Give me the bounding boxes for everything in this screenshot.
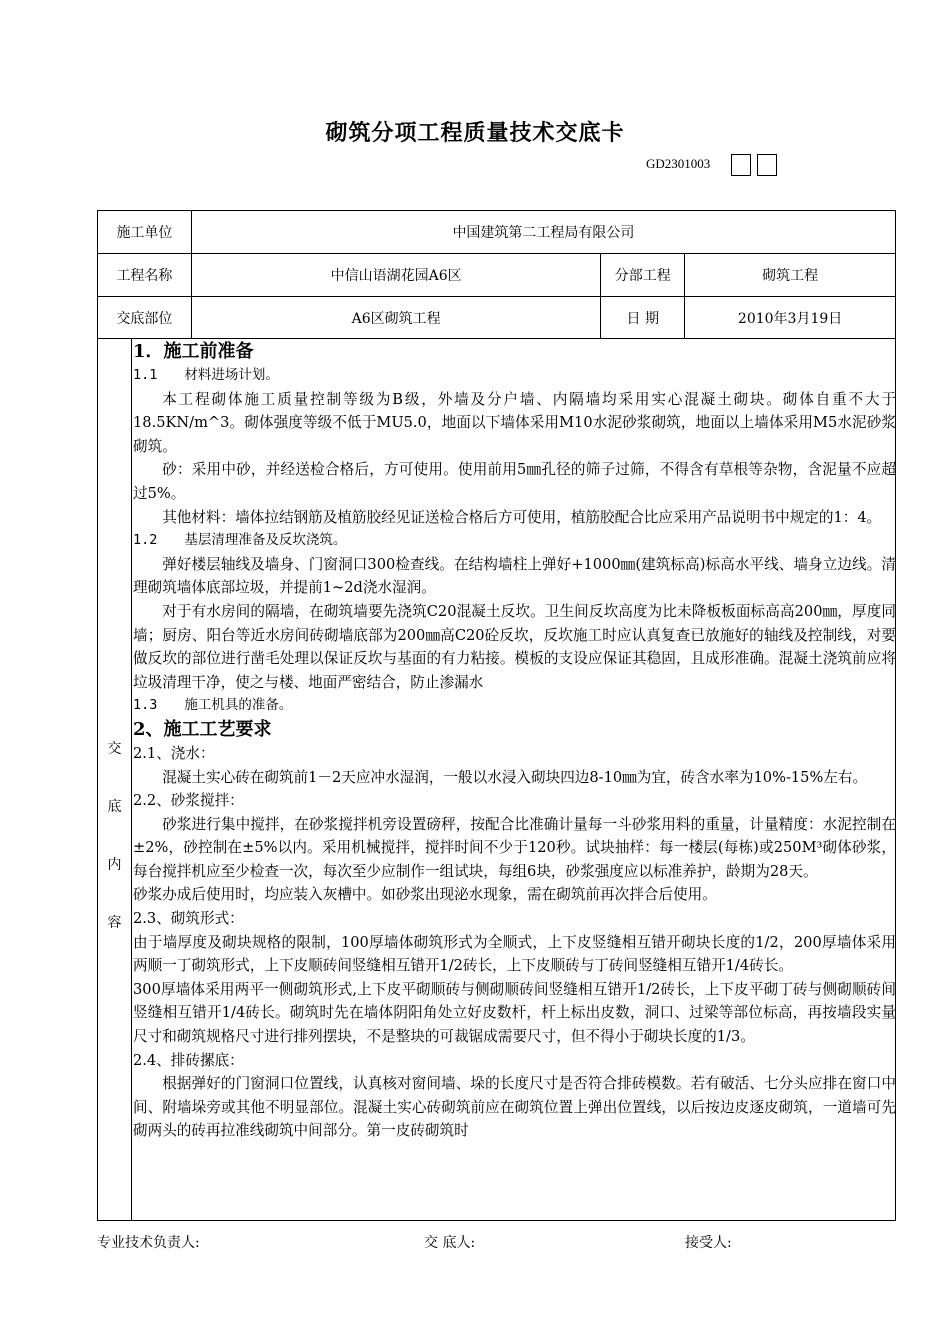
code-box-1[interactable] <box>731 154 751 176</box>
date-label: 日 期 <box>601 297 685 339</box>
subproject-value: 砌筑工程 <box>685 254 896 297</box>
subsection-heading: 2.1、浇水： <box>133 744 215 762</box>
receiver-signature-label: 接受人: <box>685 1235 732 1251</box>
code-box-2[interactable] <box>757 154 777 176</box>
giver-signature-label: 交 底人: <box>424 1235 476 1251</box>
paragraph: 砂浆办成后使用时，均应装入灰槽中。如砂浆出现泌水现象，需在砌筑前再次拌合后使用。 <box>133 886 717 904</box>
side-label-column <box>98 338 132 1220</box>
paragraph: 300厚墙体采用两平一侧砌筑形式,上下皮平砌顺砖与侧砌顺砖间竖缝相互错开1/2砖长，上下皮平砌丁砖与侧砌顺砖间竖缝相互错开1/4砖长。砌筑时先在墙体阴阳角处立好皮数杆，杆上标出皮数，洞口、过梁等部位标高，再按墙段实量尺寸和砌筑规格尺寸进行排列摆块，不是整块的可裁锯成需要尺寸，但不得小于砌块长度的1/3。 <box>133 980 896 1046</box>
header-table <box>97 210 896 339</box>
subsection-heading: 1.3 施工机具的准备。 <box>133 697 293 714</box>
document-title: 砌筑分项工程质量技术交底卡 <box>325 120 625 146</box>
paragraph: 弹好楼层轴线及墙身、门窗洞口300检查线。在结构墙柱上弹好+1000㎜(建筑标高)标高水平线、墙身立边线。清理砌筑墙体底部垃圾，并提前1~2d浇水湿润。 <box>133 555 896 597</box>
section-heading: 2、施工工艺要求 <box>133 718 272 740</box>
subsection-heading: 1.2 基层清理准备及反坎浇筑。 <box>133 532 347 549</box>
paragraph: 混凝土实心砖在砌筑前1－2天应冲水湿润，一般以水浸入砌块四边8-10㎜为宜，砖含水率为10%-15%左右。 <box>162 768 868 786</box>
paragraph: 对于有水房间的隔墙，在砌筑墙要先浇筑C20混凝土反坎。卫生间反坎高度为比未降板板面标高高200㎜，厚度同墙；厨房、阳台等近水房间砖砌墙底部为200㎜高C20砼反坎，反坎施工时应认真复查已放施好的轴线及控制线，对要做反坎的部位进行凿毛处理以保证反坎与基面的有力粘接。模板的支设应保证其稳固，且成形准确。混凝土浇筑前应将垃圾清理干净，使之与楼、地面严密结合，防止渗漏水 <box>133 602 896 691</box>
unit-value: 中国建筑第二工程局有限公司 <box>191 211 895 254</box>
side-label-char: 底 <box>107 799 122 815</box>
paragraph: 砂：采用中砂，并经送检合格后，方可使用。使用前用5㎜孔径的筛子过筛，不得含有草根等杂物，含泥量不应超过5%。 <box>133 461 896 502</box>
paragraph: 砂浆进行集中搅拌，在砂浆搅拌机旁设置磅秤，按配合比准确计量每一斗砂浆用料的重量，计量精度：水泥控制在±2%，砂控制在±5%以内。采用机械搅拌，搅拌时间不少于120秒。试块抽样：每一楼层(每栋)或250M³砌体砂浆，每台搅拌机应至少检查一次，每次至少应制作一组试块，每组6块，砂浆强度应以标准养护，龄期为28天。 <box>133 815 896 880</box>
part-value: A6区砌筑工程 <box>191 297 600 339</box>
project-value: 中信山语湖花园A6区 <box>191 254 600 297</box>
side-label-char: 内 <box>107 857 122 873</box>
subsection-heading: 2.2、砂浆搅拌： <box>133 792 244 810</box>
part-label: 交底部位 <box>98 297 192 339</box>
unit-label: 施工单位 <box>98 211 192 254</box>
side-label-char: 容 <box>107 915 122 931</box>
project-label: 工程名称 <box>98 254 192 297</box>
paragraph: 根据弹好的门窗洞口位置线，认真核对窗间墙、垛的长度尺寸是否符合排砖模数。若有破活、七分头应排在窗口中间、附墙垛旁或其他不明显部位。混凝土实心砖砌筑前应在砌筑位置上弹出位置线，以后按边皮逐皮砌筑，一道墙可先砌两头的砖再拉准线砌筑中间部分。第一皮砖砌筑时 <box>133 1075 896 1140</box>
content-body <box>133 340 896 1218</box>
paragraph: 其他材料：墙体拉结钢筋及植筋胶经见证送检合格后方可使用，植筋胶配合比应采用产品说明书中规定的1：4。 <box>162 508 882 526</box>
document-code: GD2301003 <box>646 156 711 171</box>
section-heading: 1．施工前准备 <box>133 341 254 362</box>
content-section <box>97 338 896 1221</box>
subproject-label: 分部工程 <box>601 254 685 297</box>
subsection-heading: 1.1 材料进场计划。 <box>133 367 279 383</box>
side-label-char: 交 <box>107 741 122 757</box>
date-value: 2010年3月19日 <box>685 297 896 339</box>
paragraph: 本工程砌体施工质量控制等级为B级，外墙及分户墙、内隔墙均采用实心混凝土砌块。砌体自重不大于18.5KN/m^3。砌体强度等级不低于MU5.0，地面以下墙体采用M10水泥砂浆砌筑，地面以上墙体采用M5水泥砂浆砌筑。 <box>133 390 896 455</box>
paragraph: 由于墙厚度及砌块规格的限制，100厚墙体砌筑形式为全顺式，上下皮竖缝相互错开砌块长度的1/2，200厚墙体采用两顺一丁砌筑形式，上下皮顺砖间竖缝相互错开1/2砖长，上下皮顺砖与丁砖间竖缝相互错开1/4砖长。 <box>133 933 896 975</box>
subsection-heading: 2.4、排砖摞底： <box>133 1051 244 1069</box>
tech-lead-signature-label: 专业技术负责人: <box>97 1235 200 1251</box>
subsection-heading: 2.3、砌筑形式： <box>133 910 244 928</box>
